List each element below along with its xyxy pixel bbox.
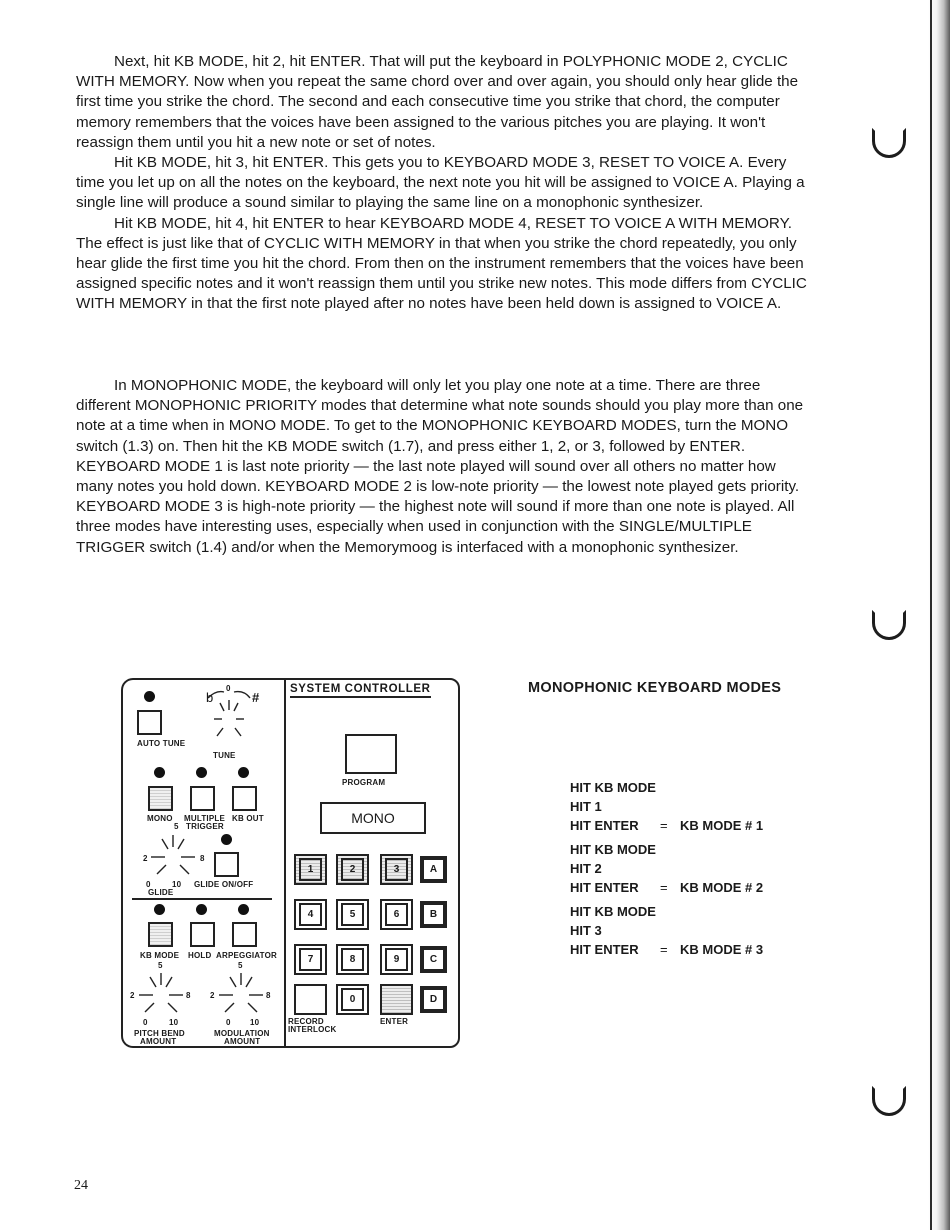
pitch-bend-scale-2: 2 — [130, 991, 135, 1000]
key-d[interactable]: D — [420, 986, 447, 1013]
mode3-step2: HIT 3 — [570, 923, 602, 938]
mode2-result: KB MODE # 2 — [680, 880, 764, 895]
modulation-scale-5: 5 — [238, 961, 243, 970]
modulation-knob-icon — [216, 969, 266, 1019]
glide-scale-5: 5 — [174, 822, 179, 831]
arpeggiator-led — [238, 904, 249, 915]
mode-display: MONO — [320, 802, 426, 834]
paragraph-monophonic-mode: In MONOPHONIC MODE, the keyboard will only let you play one note at a time. There are three different MONOPHONIC PRIORITY modes that determine what note sounds should you play more than one note at a time when in MONO MODE. To get to the MONOPHONIC KEYBOARD MODES, turn the MONO switch (1.3) on. Then hit the KB MODE switch (1.7), and press either 1, 2, or 3, followed by ENTER. KEYBOARD MODE 1 is last note priority — the last note played will sound over all others no matter how many notes you hold down. KEYBOARD MODE 2 is low-note priority — the lowest note played gets priority. KEYBOARD MODE 3 is high-note priority — the highest note will sound if more than one note is played. All three modes have interesting uses, especially when used in conjunction with the SINGLE/MULTIPLE TRIGGER switch (1.4) and/or when the Memorymoog is interfaced with a monophonic synthesizer. — [76, 377, 804, 556]
binder-hole-icon — [872, 610, 906, 640]
binder-hole-icon — [872, 128, 906, 158]
modulation-scale-0: 0 — [226, 1018, 231, 1027]
key-0[interactable]: 0 — [336, 984, 369, 1015]
glide-onoff-button[interactable] — [214, 852, 239, 877]
mode2-step2: HIT 2 — [570, 861, 602, 876]
key-2[interactable]: 2 — [336, 854, 369, 885]
mode1-step3: HIT ENTER — [570, 818, 639, 833]
tune-zero-label: 0 — [226, 684, 231, 693]
hold-button[interactable] — [190, 922, 215, 947]
program-display-box — [345, 734, 397, 774]
modulation-label: MODULATION — [214, 1029, 270, 1038]
record-interlock-button[interactable] — [294, 984, 327, 1015]
mode2-step1: HIT KB MODE — [570, 842, 656, 857]
key-7[interactable]: 7 — [294, 944, 327, 975]
glide-scale-2: 2 — [143, 854, 148, 863]
key-b[interactable]: B — [420, 901, 447, 928]
pitch-bend-scale-10: 10 — [169, 1018, 179, 1027]
pitch-bend-knob-icon — [136, 969, 186, 1019]
kb-out-label: KB OUT — [232, 814, 264, 823]
mode1-result: KB MODE # 1 — [680, 818, 764, 833]
pitch-bend-scale-5: 5 — [158, 961, 163, 970]
page-number: 24 — [74, 1178, 88, 1193]
mode1-equals: = — [660, 818, 668, 833]
key-a[interactable]: A — [420, 856, 447, 883]
arpeggiator-button[interactable] — [232, 922, 257, 947]
glide-onoff-led — [221, 834, 232, 845]
record-interlock-label-2: INTERLOCK — [288, 1025, 337, 1034]
paragraph-kb-mode-4: Hit KB MODE, hit 4, hit ENTER to hear KEYBOARD MODE 4, RESET TO VOICE A WITH MEMORY. The effect is just like that of CYCLIC WITH MEMORY in that when you strike the chord repeatedly, you only hear glide the first time you hit the chord. From then on the instrument remembers that the voices have been assigned specific notes and it won't reassign them until you strike new notes. This mode differs from CYCLIC WITH MEMORY in that the first note played after no notes have been held down is assigned to VOICE A. — [76, 214, 807, 313]
mode1-step1: HIT KB MODE — [570, 780, 656, 795]
mono-label: MONO — [147, 814, 173, 823]
panel-divider — [132, 898, 272, 900]
multiple-trigger-label: MULTIPLE — [184, 814, 226, 823]
body-text-monophonic — [76, 376, 816, 558]
pitch-bend-scale-8: 8 — [186, 991, 191, 1000]
modulation-scale-2: 2 — [210, 991, 215, 1000]
glide-knob-icon — [148, 830, 198, 880]
key-5[interactable]: 5 — [336, 899, 369, 930]
mono-button[interactable] — [148, 786, 173, 811]
multiple-trigger-label-2: TRIGGER — [186, 822, 224, 831]
key-6[interactable]: 6 — [380, 899, 413, 930]
key-8[interactable]: 8 — [336, 944, 369, 975]
hold-led — [196, 904, 207, 915]
auto-tune-button[interactable] — [137, 710, 162, 735]
glide-label: GLIDE — [148, 888, 174, 897]
arpeggiator-label: ARPEGGIATOR — [216, 951, 278, 960]
kb-mode-label: KB MODE — [140, 951, 180, 960]
monophonic-modes-title: MONOPHONIC KEYBOARD MODES — [528, 680, 782, 696]
mode3-equals: = — [660, 942, 668, 957]
tune-label: TUNE — [213, 751, 236, 760]
tune-flat-label: b — [206, 690, 214, 705]
glide-scale-8: 8 — [200, 854, 205, 863]
key-1[interactable]: 1 — [294, 854, 327, 885]
binder-hole-icon — [872, 1086, 906, 1116]
key-3[interactable]: 3 — [380, 854, 413, 885]
memorymoog-panel-illustration — [118, 674, 468, 1056]
kb-out-led — [238, 767, 249, 778]
modulation-scale-8: 8 — [266, 991, 271, 1000]
system-controller-title: SYSTEM CONTROLLER — [290, 683, 431, 698]
enter-button[interactable] — [380, 984, 413, 1015]
kb-out-button[interactable] — [232, 786, 257, 811]
key-9[interactable]: 9 — [380, 944, 413, 975]
multiple-trigger-led — [196, 767, 207, 778]
mode2-equals: = — [660, 880, 668, 895]
body-text-polyphonic — [76, 52, 816, 315]
hold-label: HOLD — [188, 951, 212, 960]
auto-tune-led — [144, 691, 155, 702]
multiple-trigger-button[interactable] — [190, 786, 215, 811]
enter-label: ENTER — [380, 1017, 409, 1026]
kb-mode-led — [154, 904, 165, 915]
tune-sharp-label: # — [252, 690, 260, 705]
glide-scale-10: 10 — [172, 880, 182, 889]
mode3-step3: HIT ENTER — [570, 942, 639, 957]
auto-tune-label: AUTO TUNE — [137, 739, 186, 748]
pitch-bend-label-2: AMOUNT — [140, 1037, 177, 1046]
paragraph-kb-mode-2: Next, hit KB MODE, hit 2, hit ENTER. That will put the keyboard in POLYPHONIC MODE 2, CYCLIC WITH MEMORY. Now when you repeat the same chord over and over again, you should only hear glide the first time you strike the chord. The second and each consecutive time you strike that chord, the computer memory remembers that the voices have been assigned to the various pitches you are playing. It won't reassign them until you hit a new note or set of notes. — [76, 53, 799, 151]
key-c[interactable]: C — [420, 946, 447, 973]
record-interlock-label: RECORD — [288, 1017, 324, 1026]
glide-onoff-label: GLIDE ON/OFF — [194, 880, 254, 889]
pitch-bend-scale-0: 0 — [143, 1018, 148, 1027]
mode2-step3: HIT ENTER — [570, 880, 639, 895]
mode1-step2: HIT 1 — [570, 799, 602, 814]
kb-mode-button[interactable] — [148, 922, 173, 947]
mode3-step1: HIT KB MODE — [570, 904, 656, 919]
glide-scale-0: 0 — [146, 880, 151, 889]
pitch-bend-label: PITCH BEND — [134, 1029, 185, 1038]
program-label: PROGRAM — [342, 778, 386, 787]
mode3-result: KB MODE # 3 — [680, 942, 764, 957]
mono-led — [154, 767, 165, 778]
modulation-label-2: AMOUNT — [224, 1037, 261, 1046]
page-edge-line — [930, 0, 932, 1230]
paragraph-kb-mode-3: Hit KB MODE, hit 3, hit ENTER. This gets you to KEYBOARD MODE 3, RESET TO VOICE A. Every time you let up on all the notes on the keyboard, the next note you hit will be assigned to VOICE A. Playing a single line will produce a sound similar to playing the same line on a monophonic synthesizer. — [76, 154, 805, 212]
modulation-scale-10: 10 — [250, 1018, 260, 1027]
key-4[interactable]: 4 — [294, 899, 327, 930]
